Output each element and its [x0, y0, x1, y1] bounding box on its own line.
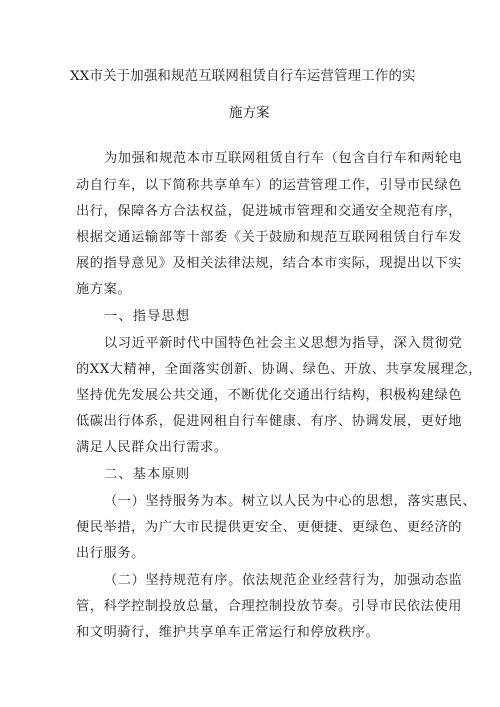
intro-line-2: 动自行车，以下简称共享单车）的运营管理工作，引导市民绿色: [76, 178, 463, 193]
section-2-heading: 二、基本原则: [104, 467, 191, 482]
section-1-line-2: 的XX大精神，全面落实创新、协调、绿色、开放、共享发展理念，: [76, 362, 483, 377]
section-2-p2-line-1: （二）坚持规范有序。依法规范企业经营行为，加强动态监: [104, 573, 463, 588]
intro-line-3: 出行，保障各方合法权益，促进城市管理和交通安全规范有序，: [76, 204, 463, 219]
section-1-line-1: 以习近平新时代中国特色社会主义思想为指导，深入贯彻党: [104, 336, 463, 351]
document-title-line-1: XX市关于加强和规范互联网租赁自行车运营管理工作的实: [70, 69, 416, 84]
section-1-line-5: 满足人民群众出行需求。: [76, 440, 228, 455]
section-1-line-4: 低碳出行体系，促进网租自行车健康、有序、协调发展，更好地: [76, 414, 463, 429]
section-2-p1-line-1: （一）坚持服务为本。树立以人民为中心的思想，落实惠民、: [104, 494, 477, 509]
section-2-p2-line-2: 管，科学控制投放总量，合理控制投放节奏。引导市民依法使用: [76, 599, 463, 614]
intro-line-5: 展的指导意见》及相关法律法规，结合本市实际，现提出以下实: [76, 256, 463, 271]
section-2-p2-line-3: 和文明骑行，维护共享单车正常运行和停放秩序。: [76, 625, 380, 640]
section-1-line-3: 坚持优先发展公共交通，不断优化交通出行结构，积极构建绿色: [76, 388, 463, 403]
section-2-p1-line-3: 出行服务。: [76, 546, 145, 561]
section-1-heading: 一、指导思想: [104, 309, 191, 324]
intro-line-6: 施方案。: [76, 282, 132, 297]
section-2-p1-line-2: 便民举措，为广大市民提供更安全、更便捷、更绿色、更经济的: [76, 520, 463, 535]
intro-line-4: 根据交通运输部等十部委《关于鼓励和规范互联网租赁自行车发: [76, 230, 463, 245]
document-title-line-2: 施方案: [229, 106, 270, 121]
intro-line-1: 为加强和规范本市互联网租赁自行车（包含自行车和两轮电: [104, 151, 463, 166]
